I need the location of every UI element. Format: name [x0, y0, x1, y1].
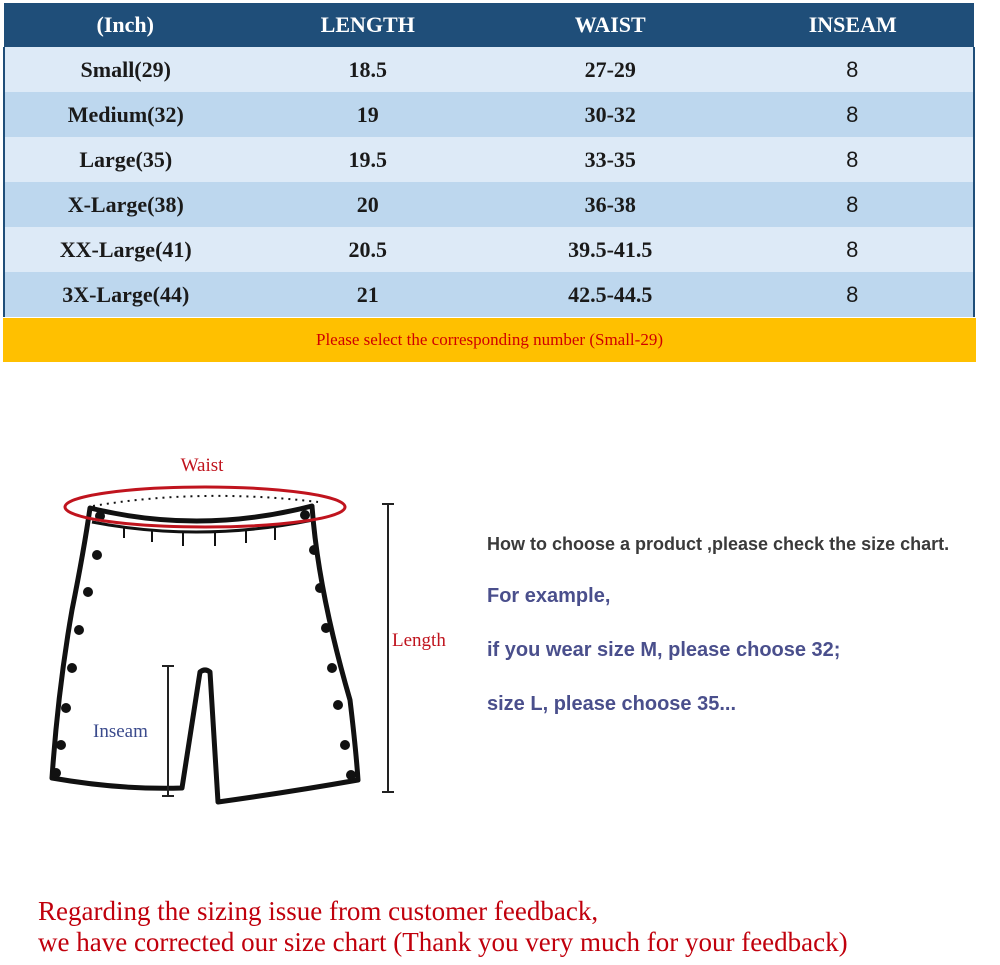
waist-cell: 39.5-41.5 [489, 227, 732, 272]
length-label: Length [392, 630, 446, 651]
size-cell: XX-Large(41) [4, 227, 247, 272]
feedback-line: we have corrected our size chart (Thank you very much for your feedback) [38, 927, 848, 957]
size-cell: Small(29) [4, 47, 247, 92]
table-row [4, 92, 974, 137]
inseam-cell: 8 [732, 92, 975, 137]
waist-cell: 30-32 [489, 92, 732, 137]
table-row [4, 272, 974, 317]
header-cell-length: LENGTH [247, 3, 490, 47]
example-line: if you wear size M, please choose 32; [487, 639, 841, 661]
inseam-cell: 8 [732, 227, 975, 272]
feedback-notice [38, 896, 998, 958]
length-cell: 20.5 [247, 227, 490, 272]
size-cell: X-Large(38) [4, 182, 247, 227]
waist-cell: 33-35 [489, 137, 732, 182]
feedback-line: Regarding the sizing issue from customer feedback, [38, 896, 599, 926]
waist-label: Waist [180, 455, 224, 476]
inseam-label: Inseam [93, 721, 148, 742]
waist-cell: 27-29 [489, 47, 732, 92]
size-cell: Large(35) [4, 137, 247, 182]
size-chart-table [3, 3, 975, 317]
inseam-cell: 8 [732, 47, 975, 92]
table-row [4, 227, 974, 272]
length-cell: 18.5 [247, 47, 490, 92]
waist-measure-dotted [93, 496, 318, 506]
length-cell: 19 [247, 92, 490, 137]
header-cell-unit: (Inch) [4, 3, 247, 47]
table-row [4, 182, 974, 227]
example-line: size L, please choose 35... [487, 693, 737, 715]
inseam-cell: 8 [732, 182, 975, 227]
inseam-cell: 8 [732, 137, 975, 182]
inseam-cell: 8 [732, 272, 975, 317]
header-cell-inseam: INSEAM [732, 3, 975, 47]
table-row [4, 137, 974, 182]
size-cell: 3X-Large(44) [4, 272, 247, 317]
shorts-measurement-diagram [0, 440, 470, 820]
length-cell: 20 [247, 182, 490, 227]
waist-cell: 36-38 [489, 182, 732, 227]
instruction-line: How to choose a product ,please check the size chart. [487, 534, 950, 554]
waist-cell: 42.5-44.5 [489, 272, 732, 317]
header-cell-waist: WAIST [489, 3, 732, 47]
table-row [4, 47, 974, 92]
length-cell: 21 [247, 272, 490, 317]
size-chart-header-row [4, 3, 974, 47]
size-cell: Medium(32) [4, 92, 247, 137]
size-selection-note: Please select the corresponding number (Small-29) [3, 318, 976, 362]
length-cell: 19.5 [247, 137, 490, 182]
example-heading: For example, [487, 585, 611, 607]
